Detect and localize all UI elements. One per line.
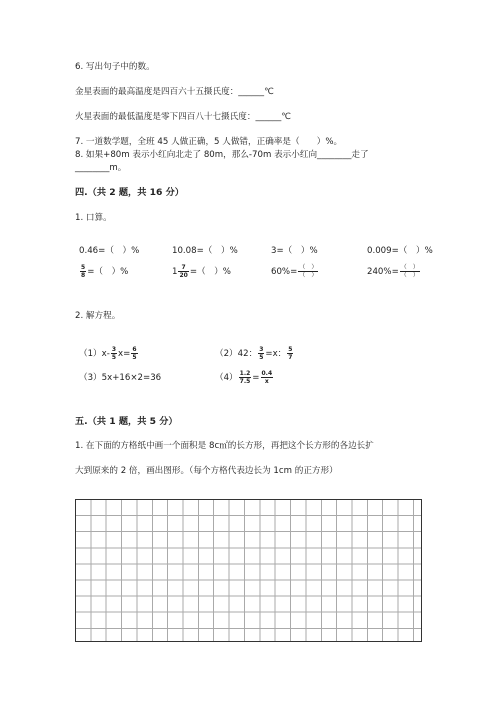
equation-4: （4） $\frac{1.2}{7.5}$ = $\frac{0.4}{x}$ bbox=[215, 370, 273, 385]
equation-1: （1）x- $\frac{3}{5}$ x= $\frac{6}{5}$ bbox=[79, 346, 137, 361]
fraction: $\frac{3}{5}$ bbox=[111, 346, 117, 361]
oral-item-3: 3=（ ）% bbox=[271, 246, 318, 256]
oral-item-4: 0.009=（ ）% bbox=[367, 246, 433, 256]
square-grid-paper[interactable] bbox=[75, 499, 422, 642]
section4-title: 四.（共 2 题，共 16 分） bbox=[75, 187, 184, 198]
section5-title: 五.（共 1 题，共 5 分） bbox=[75, 416, 178, 427]
q6-mars-line: 火星表面的最低温度是零下四百八十七摄氏度：______℃ bbox=[75, 112, 291, 122]
oral-item-7: 60%= $\frac{( )}{( )}$ bbox=[271, 264, 318, 279]
s5-q1-line1: 1. 在下面的方格纸中画一个面积是 8c㎡的长方形，再把这个长方形的各边长扩 bbox=[75, 441, 374, 451]
equation-2: （2）42： $\frac{3}{5}$ =x： $\frac{5}{7}$ bbox=[215, 346, 293, 361]
q6-title: 6. 写出句子中的数。 bbox=[75, 62, 155, 72]
s5-q1-line2: 大到原来的 2 倍，画出图形。（每个方格代表边长为 1cm 的正方形） bbox=[75, 466, 338, 476]
oral-item-5: $\frac{5}{8}$ =（ ）% bbox=[81, 264, 129, 279]
equation-title: 2. 解方程。 bbox=[75, 311, 121, 321]
oral-item-2: 10.08=（ ）% bbox=[172, 246, 238, 256]
fraction: $\frac{3}{5}$ bbox=[259, 346, 264, 361]
q8-line2: ________m。 bbox=[75, 163, 127, 173]
oral-item-6: 1 $\frac{7}{20}$ =（ ）% bbox=[172, 264, 231, 279]
fraction: $\frac{7}{20}$ bbox=[179, 264, 188, 279]
fraction: $\frac{0.4}{x}$ bbox=[261, 370, 273, 385]
fraction: $\frac{5}{7}$ bbox=[288, 346, 293, 361]
fraction: $\frac{6}{5}$ bbox=[132, 346, 137, 361]
fraction: $\frac{1.2}{7.5}$ bbox=[239, 370, 251, 385]
q8-line1: 8. 如果+80m 表示小红向北走了 80m，那么-70m 表示小红向________走了 bbox=[75, 150, 369, 160]
q6-venus-line: 金星表面的最高温度是四百六十五摄氏度：______℃ bbox=[75, 87, 274, 97]
oral-item-8: 240%= $\frac{( )}{( )}$ bbox=[367, 264, 419, 279]
fraction: $\frac{( )}{( )}$ bbox=[299, 264, 318, 279]
oral-calc-title: 1. 口算。 bbox=[75, 213, 112, 223]
q7-line: 7. 一道数学题，全班 45 人做正确，5 人做错，正确率是（ ）%。 bbox=[75, 137, 343, 147]
equation-3: （3）5x+16×2=36 bbox=[79, 373, 162, 383]
fraction: $\frac{( )}{( )}$ bbox=[400, 264, 419, 279]
fraction: $\frac{5}{8}$ bbox=[81, 264, 86, 279]
oral-item-1: 0.46=（ ）% bbox=[79, 246, 140, 256]
